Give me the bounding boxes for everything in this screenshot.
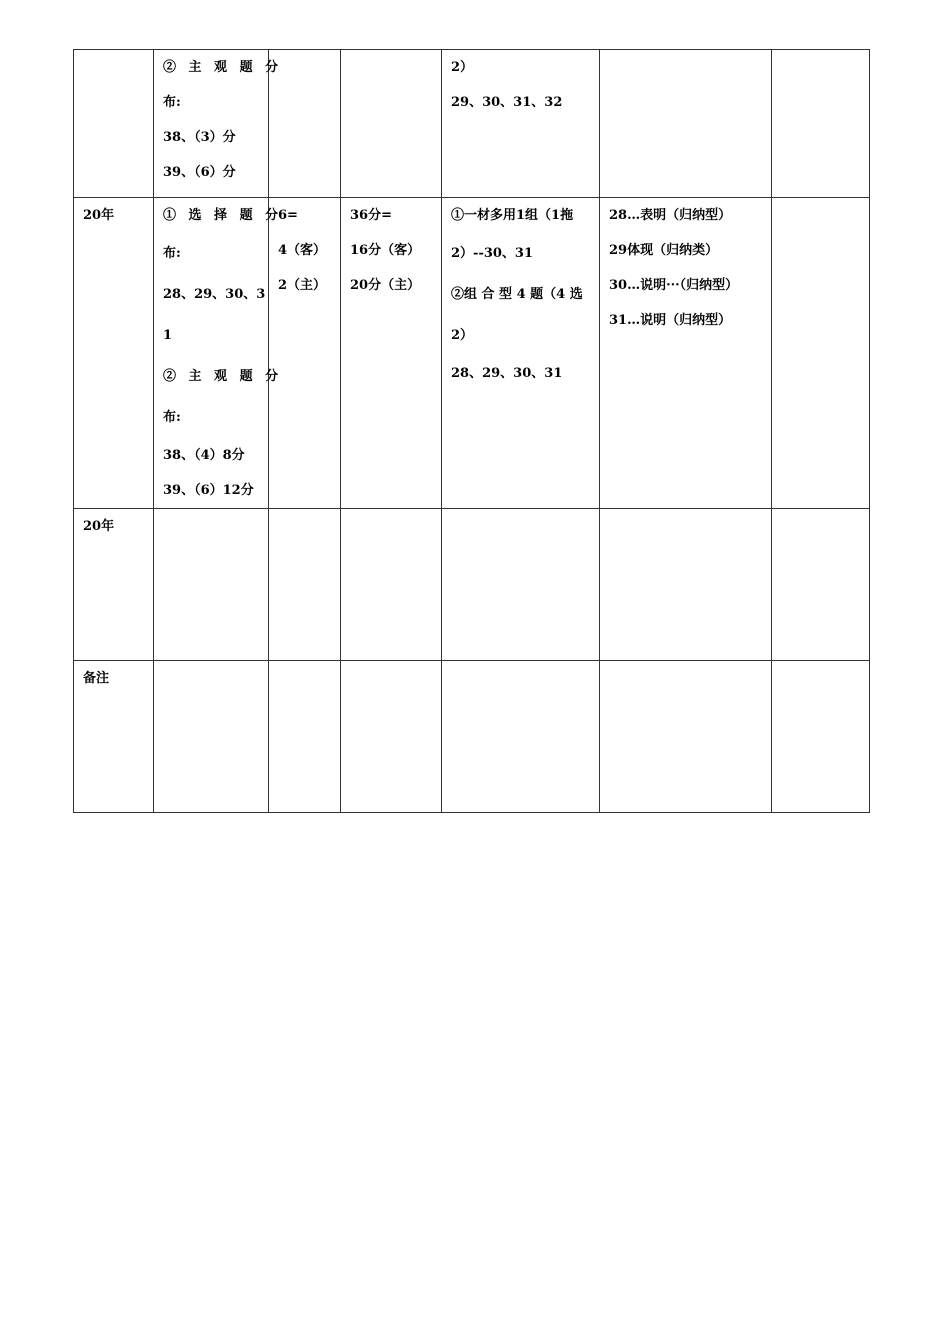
material-type-cell bbox=[442, 509, 600, 661]
cell-line: ② 主 观 题 分 bbox=[163, 60, 283, 75]
cell-line: 29、30、31、32 bbox=[451, 95, 563, 110]
cell-line: 4（客） bbox=[278, 243, 327, 258]
cell-line: ①一材多用1组（1拖 bbox=[451, 208, 574, 223]
cell-line: 1 bbox=[163, 328, 173, 343]
score-cell bbox=[341, 661, 442, 813]
table-row bbox=[74, 198, 870, 509]
question-type-cell bbox=[600, 50, 772, 198]
score-cell bbox=[341, 509, 442, 661]
year-label: 20年 bbox=[83, 519, 115, 534]
table-row bbox=[74, 661, 870, 813]
year-cell bbox=[74, 198, 154, 509]
year-cell bbox=[74, 509, 154, 661]
question-type-cell bbox=[600, 661, 772, 813]
cell-line: 31…说明（归纳型） bbox=[609, 313, 732, 328]
table-row bbox=[74, 50, 870, 198]
extra-cell bbox=[772, 661, 870, 813]
cell-line: 16分（客） bbox=[350, 243, 421, 258]
exam-analysis-table bbox=[73, 49, 870, 813]
remarks-label-cell bbox=[74, 661, 154, 813]
year-label: 20年 bbox=[83, 208, 115, 223]
cell-line: 28、29、30、3 bbox=[163, 287, 266, 302]
extra-cell bbox=[772, 50, 870, 198]
cell-line: 6= bbox=[278, 208, 298, 223]
cell-line: 28…表明（归纳型） bbox=[609, 208, 732, 223]
cell-line: 28、29、30、31 bbox=[451, 366, 563, 381]
cell-line: 2（主） bbox=[278, 278, 327, 293]
cell-line: 38、（3）分 bbox=[163, 130, 236, 145]
question-type-cell bbox=[600, 198, 772, 509]
question-count-cell bbox=[269, 509, 341, 661]
question-count-cell bbox=[269, 198, 341, 509]
material-type-cell bbox=[442, 50, 600, 198]
question-type-cell bbox=[600, 509, 772, 661]
extra-cell bbox=[772, 509, 870, 661]
cell-line: ②组 合 型 4 题（4 选 bbox=[451, 287, 583, 302]
question-distribution-cell bbox=[154, 50, 283, 198]
cell-line: 39、（6）12分 bbox=[163, 483, 254, 498]
cell-line: 2）--30、31 bbox=[451, 246, 534, 261]
material-type-cell bbox=[442, 198, 600, 509]
question-distribution-cell bbox=[154, 198, 283, 509]
cell-line: 布: bbox=[163, 410, 181, 425]
cell-line: 2） bbox=[451, 60, 474, 75]
cell-line: 36分= bbox=[350, 208, 392, 223]
score-cell bbox=[341, 50, 442, 198]
table-row bbox=[74, 509, 870, 661]
cell-line: 2） bbox=[451, 328, 474, 343]
question-distribution-cell bbox=[154, 661, 269, 813]
question-distribution-cell bbox=[154, 509, 269, 661]
question-count-cell bbox=[269, 661, 341, 813]
cell-line: 30…说明···（归纳型） bbox=[609, 278, 739, 293]
remarks-label: 备注 bbox=[83, 671, 110, 686]
score-cell bbox=[341, 198, 442, 509]
cell-line: 20分（主） bbox=[350, 278, 421, 293]
cell-line: 38、（4）8分 bbox=[163, 448, 245, 463]
cell-line: 布: bbox=[163, 246, 181, 261]
cell-line: 29体现（归纳类） bbox=[609, 243, 719, 258]
cell-line: ① 选 择 题 分 bbox=[163, 208, 283, 223]
extra-cell bbox=[772, 198, 870, 509]
year-cell bbox=[74, 50, 154, 198]
material-type-cell bbox=[442, 661, 600, 813]
cell-line: 39、（6）分 bbox=[163, 165, 236, 180]
cell-line: 布: bbox=[163, 95, 181, 110]
cell-line: ② 主 观 题 分 bbox=[163, 369, 283, 384]
